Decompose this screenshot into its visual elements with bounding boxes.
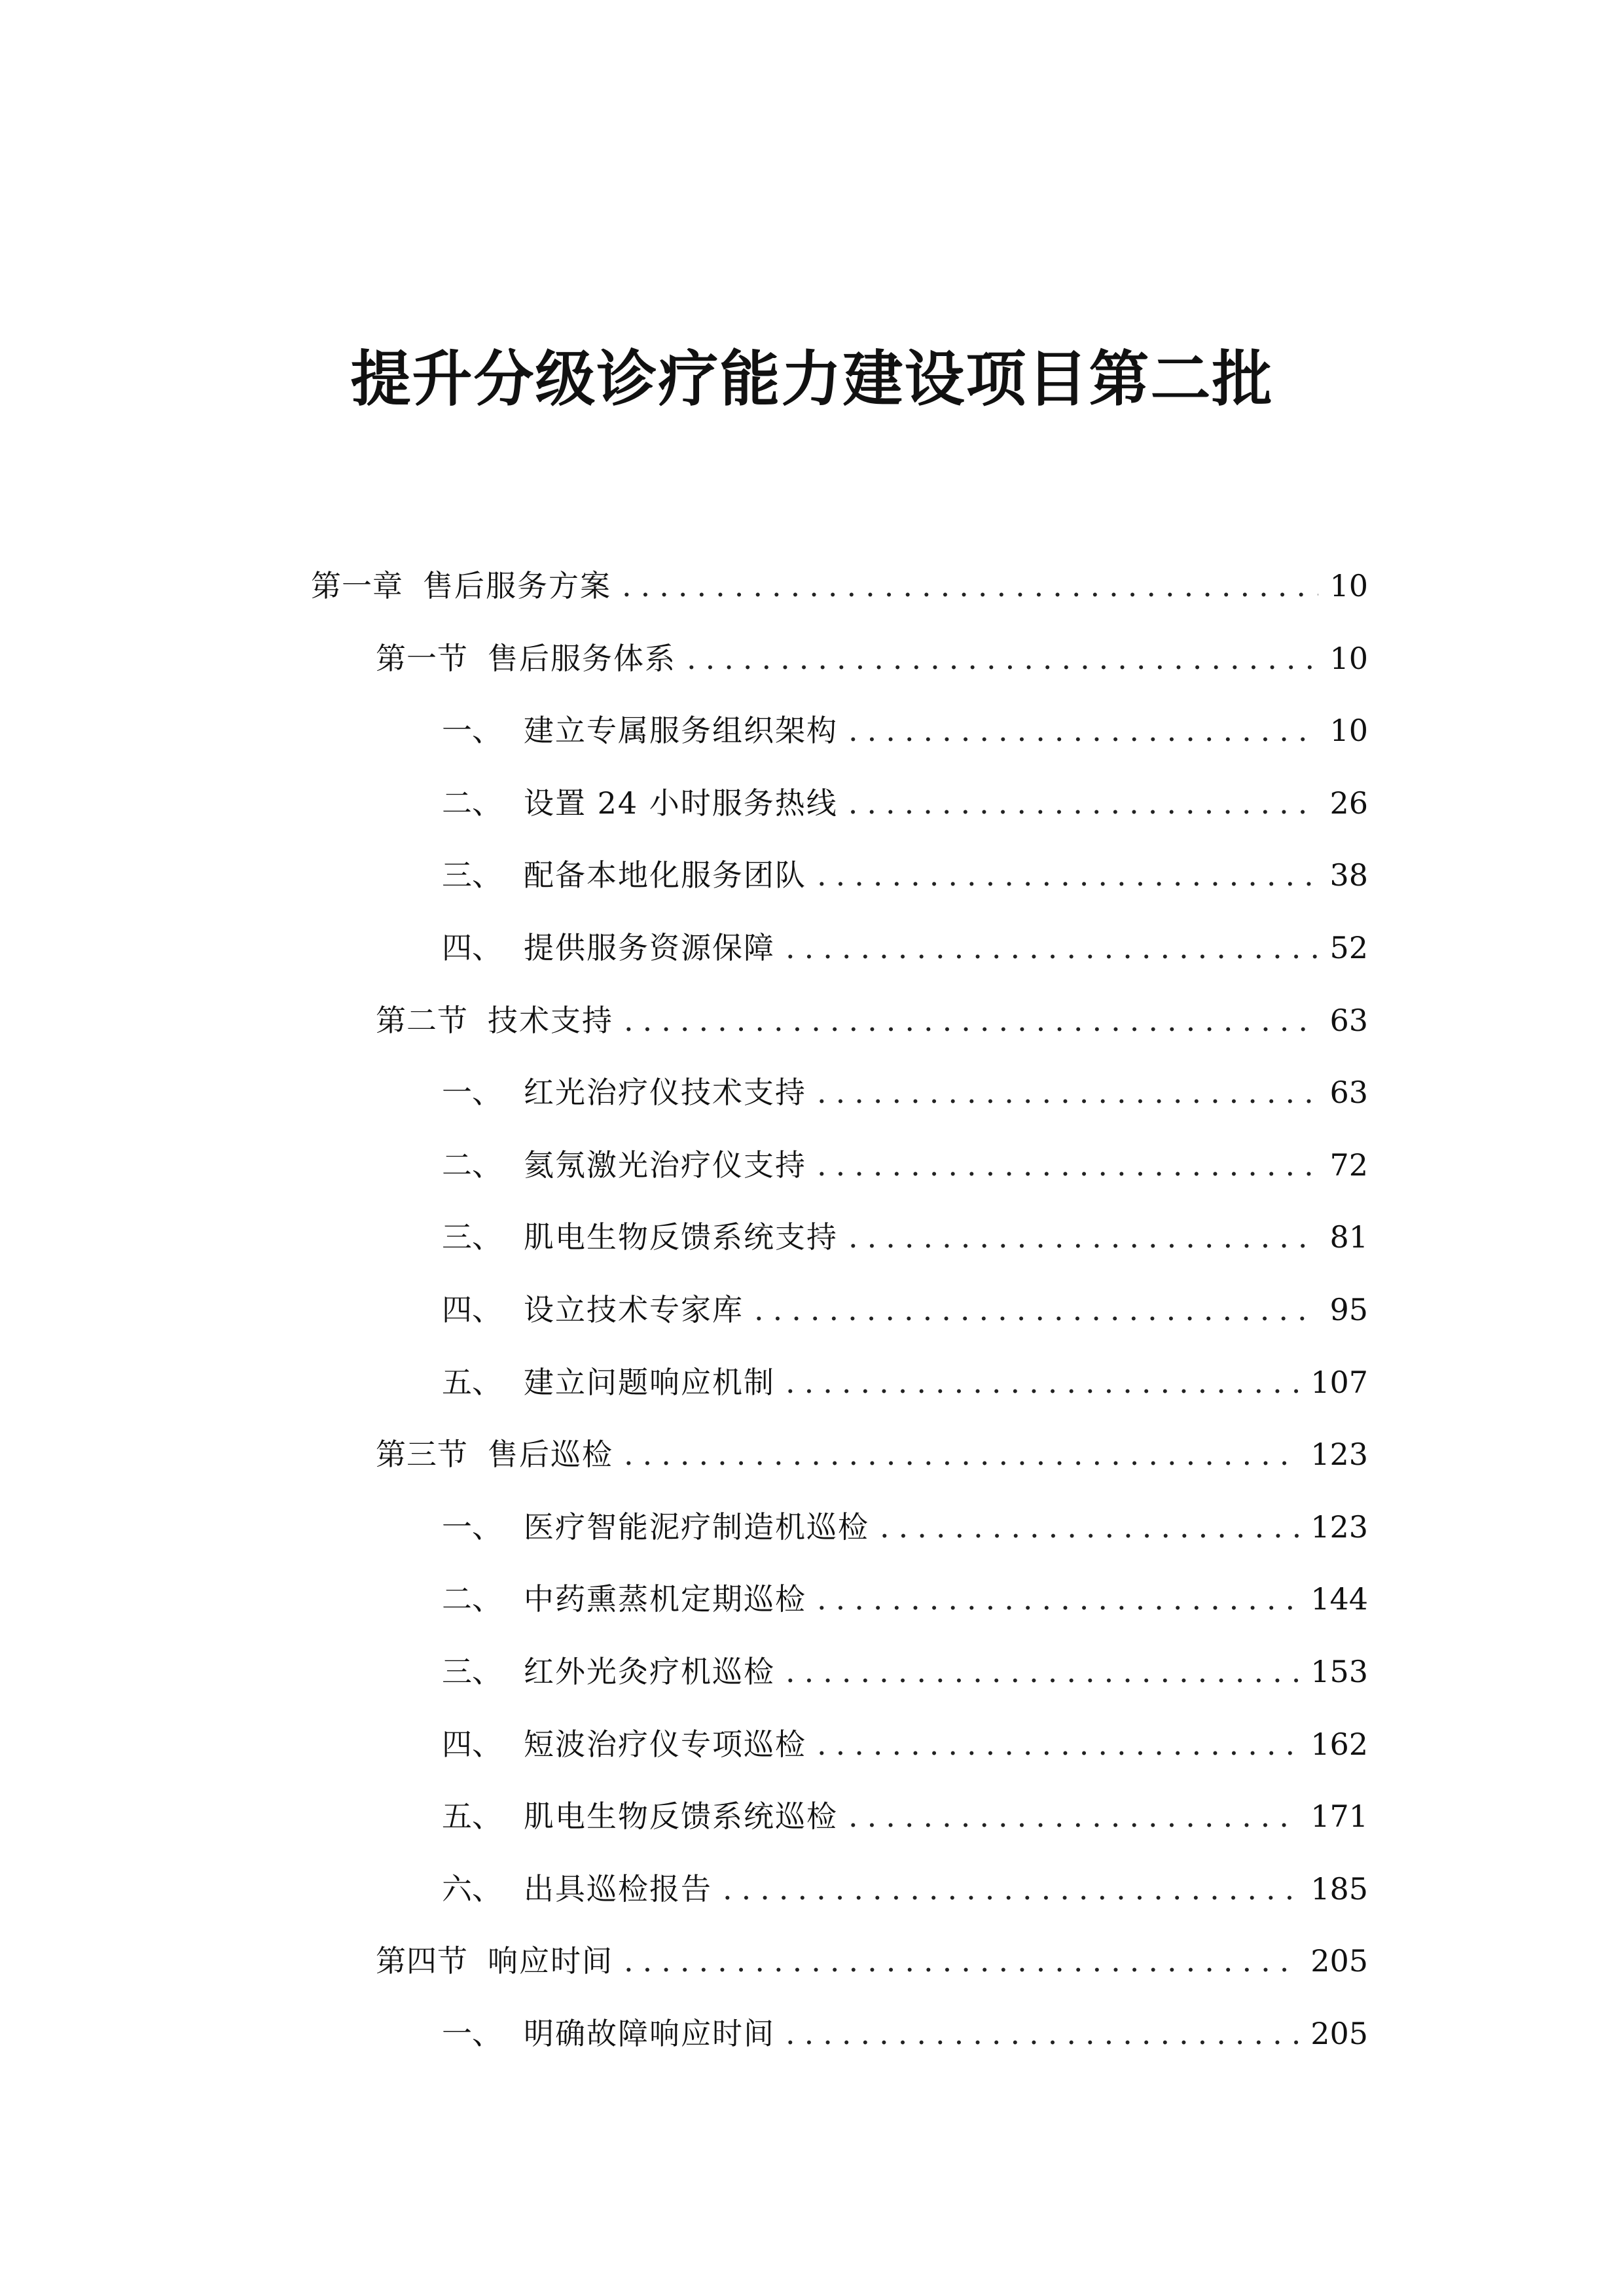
toc-dot-leader	[817, 1060, 1318, 1125]
toc-entry-page-number: 95	[1329, 1292, 1368, 1327]
toc-entry-page-number: 10	[1329, 568, 1368, 603]
toc-dot-leader	[880, 1494, 1300, 1560]
toc-entry-page-number: 38	[1329, 857, 1368, 893]
toc-entry[interactable]	[442, 1566, 1368, 1632]
toc-entry[interactable]	[311, 553, 1368, 619]
toc-entry[interactable]	[376, 1422, 1368, 1487]
toc-entry-title: 中药熏蒸机定期巡检	[524, 1581, 806, 1617]
toc-entry[interactable]	[442, 1204, 1368, 1270]
toc-entry-title: 建立问题响应机制	[524, 1364, 775, 1400]
toc-entry-page-number: 107	[1310, 1364, 1368, 1400]
toc-entry-title: 医疗智能泥疗制造机巡检	[524, 1509, 869, 1545]
toc-entry-number: 六、	[442, 1871, 502, 1907]
toc-dot-leader	[848, 1784, 1300, 1849]
toc-entry-number: 一、	[442, 1509, 502, 1545]
toc-entry[interactable]	[442, 1350, 1368, 1415]
toc-entry-title: 出具巡检报告	[524, 1871, 712, 1907]
toc-entry[interactable]	[442, 1277, 1368, 1342]
toc-entry-title: 售后服务体系	[488, 640, 676, 676]
toc-entry[interactable]	[376, 988, 1368, 1053]
toc-dot-leader	[785, 1350, 1300, 1415]
toc-entry-page-number: 10	[1329, 640, 1368, 676]
toc-entry[interactable]	[376, 1928, 1368, 1994]
toc-entry[interactable]	[442, 1494, 1368, 1560]
toc-entry-number: 三、	[442, 1654, 502, 1689]
toc-entry[interactable]	[376, 626, 1368, 691]
toc-entry-page-number: 63	[1329, 1002, 1368, 1038]
toc-dot-leader	[754, 1277, 1318, 1342]
toc-entry-title: 提供服务资源保障	[524, 930, 775, 965]
toc-entry[interactable]	[442, 698, 1368, 763]
toc-dot-leader	[785, 2001, 1300, 2066]
toc-entry-page-number: 81	[1329, 1219, 1368, 1255]
toc-entry-number: 第一节	[376, 640, 468, 676]
toc-entry-page-number: 185	[1310, 1871, 1368, 1907]
toc-entry-page-number: 26	[1329, 785, 1368, 821]
toc-entry-number: 四、	[442, 1726, 502, 1762]
toc-entry-page-number: 144	[1310, 1581, 1368, 1617]
toc-entry-page-number: 72	[1329, 1147, 1368, 1183]
toc-entry-title: 技术支持	[488, 1002, 613, 1038]
toc-entry-title: 短波治疗仪专项巡检	[524, 1726, 806, 1762]
toc-entry-number: 第一章	[311, 568, 403, 603]
toc-entry-number: 二、	[442, 1147, 502, 1183]
toc-entry-title: 设置 24 小时服务热线	[524, 785, 838, 821]
toc-entry-page-number: 153	[1310, 1654, 1368, 1689]
toc-entry[interactable]	[442, 770, 1368, 836]
document-title: 提升分级诊疗能力建设项目第二批	[350, 344, 1274, 414]
toc-dot-leader	[624, 988, 1318, 1053]
toc-dot-leader	[817, 1566, 1300, 1632]
toc-entry-title: 氦氖激光治疗仪支持	[524, 1147, 806, 1183]
toc-entry-number: 五、	[442, 1364, 502, 1400]
toc-dot-leader	[624, 1928, 1300, 1994]
toc-dot-leader	[785, 915, 1318, 980]
toc-dot-leader	[622, 553, 1318, 619]
toc-entry-number: 一、	[442, 1075, 502, 1111]
toc-entry-title: 明确故障响应时间	[524, 2016, 775, 2051]
toc-dot-leader	[687, 626, 1318, 691]
toc-entry-page-number: 52	[1329, 930, 1368, 965]
toc-entry-number: 三、	[442, 857, 502, 893]
toc-entry[interactable]	[442, 842, 1368, 908]
toc-entry-number: 四、	[442, 930, 502, 965]
toc-dot-leader	[848, 1204, 1318, 1270]
toc-entry[interactable]	[442, 1856, 1368, 1922]
toc-entry-title: 建立专属服务组织架构	[524, 713, 838, 749]
toc-entry-number: 五、	[442, 1799, 502, 1835]
toc-entry-page-number: 123	[1310, 1437, 1368, 1473]
toc-entry-number: 二、	[442, 1581, 502, 1617]
toc-entry-page-number: 10	[1329, 713, 1368, 749]
toc-entry-page-number: 123	[1310, 1509, 1368, 1545]
toc-entry-page-number: 171	[1310, 1799, 1368, 1835]
toc-entry[interactable]	[442, 1712, 1368, 1777]
toc-entry-title: 售后巡检	[488, 1437, 613, 1473]
toc-entry-number: 四、	[442, 1292, 502, 1327]
toc-entry-number: 一、	[442, 2016, 502, 2051]
toc-dot-leader	[848, 698, 1318, 763]
toc-entry[interactable]	[442, 1060, 1368, 1125]
toc-entry[interactable]	[442, 1639, 1368, 1704]
toc-entry-number: 第三节	[376, 1437, 468, 1473]
toc-entry-page-number: 205	[1310, 2016, 1368, 2051]
toc-entry-number: 二、	[442, 785, 502, 821]
toc-entry-page-number: 205	[1310, 1943, 1368, 1979]
toc-entry-number: 第二节	[376, 1002, 468, 1038]
toc-entry-number: 第四节	[376, 1943, 468, 1979]
toc-entry-title: 售后服务方案	[423, 568, 611, 603]
toc-entry-title: 红光治疗仪技术支持	[524, 1075, 806, 1111]
toc-entry-title: 肌电生物反馈系统巡检	[524, 1799, 838, 1835]
toc-dot-leader	[817, 1132, 1318, 1198]
toc-entry-title: 红外光灸疗机巡检	[524, 1654, 775, 1689]
toc-entry-title: 设立技术专家库	[524, 1292, 744, 1327]
toc-dot-leader	[723, 1856, 1300, 1922]
toc-dot-leader	[624, 1422, 1300, 1487]
toc-entry-page-number: 63	[1329, 1075, 1368, 1111]
toc-entry-number: 三、	[442, 1219, 502, 1255]
toc-entry-number: 一、	[442, 713, 502, 749]
toc-dot-leader	[817, 1712, 1300, 1777]
toc-entry[interactable]	[442, 1784, 1368, 1849]
toc-entry[interactable]	[442, 2001, 1368, 2066]
toc-dot-leader	[848, 770, 1318, 836]
toc-dot-leader	[817, 842, 1318, 908]
toc-entry-title: 配备本地化服务团队	[524, 857, 806, 893]
toc-entry[interactable]	[442, 1132, 1368, 1198]
toc-dot-leader	[785, 1639, 1300, 1704]
toc-entry-title: 响应时间	[488, 1943, 613, 1979]
toc-entry[interactable]	[442, 915, 1368, 980]
toc-entry-title: 肌电生物反馈系统支持	[524, 1219, 838, 1255]
toc-entry-page-number: 162	[1310, 1726, 1368, 1762]
